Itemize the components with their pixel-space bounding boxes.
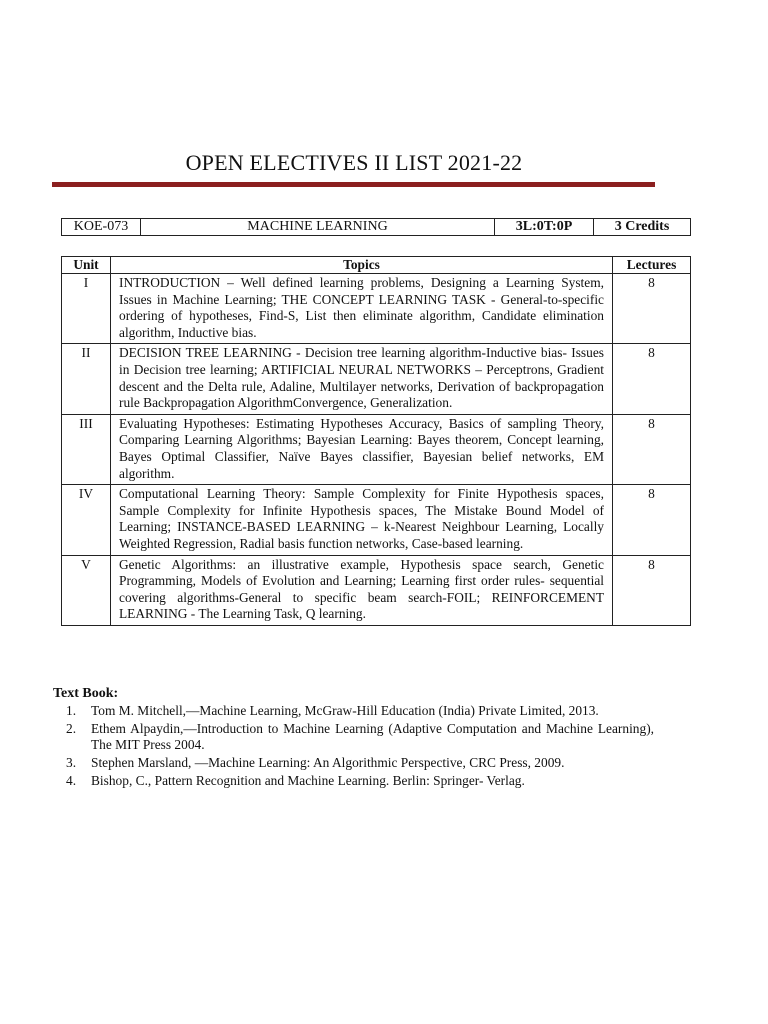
- course-code: KOE-073: [62, 219, 141, 236]
- course-info-table: [61, 218, 691, 236]
- list-item: [66, 773, 654, 789]
- list-item-text: Ethem Alpaydin,—Introduction to Machine Learning (Adaptive Computation and Machine Learning), The MIT Press 2004.: [91, 721, 654, 752]
- table-row: [62, 274, 691, 344]
- unit-number: I: [62, 274, 111, 344]
- unit-topics: Computational Learning Theory: Sample Complexity for Finite Hypothesis spaces, Sample Complexity for Infinite Hypothesis spaces, The Mistake Bound Model of Learning; INSTANCE-BASED LEARNING – k-Nearest Neighbour Learning, Locally Weighted Regression, Radial basis function networks, Case-based learning.: [111, 485, 613, 555]
- unit-lectures: 8: [613, 344, 691, 414]
- course-credits: 3 Credits: [594, 219, 691, 236]
- list-item-text: Tom M. Mitchell,—Machine Learning, McGraw-Hill Education (India) Private Limited, 2013.: [91, 703, 599, 718]
- header-topics: Topics: [111, 257, 613, 274]
- unit-topics: DECISION TREE LEARNING - Decision tree learning algorithm-Inductive bias- Issues in Decision tree learning; ARTIFICIAL NEURAL NETWORKS – Perceptrons, Gradient descent and the Delta rule, Adaline, Multilayer networks, Derivation of backpropagation rule Backpropagation AlgorithmConvergence, Generalization.: [111, 344, 613, 414]
- header-lectures: Lectures: [613, 257, 691, 274]
- table-row: [62, 344, 691, 414]
- list-item-number: 1.: [66, 703, 77, 718]
- syllabus-header-row: [62, 257, 691, 274]
- list-item: [66, 755, 654, 771]
- textbook-list: [66, 703, 654, 791]
- unit-number: II: [62, 344, 111, 414]
- course-info-row: [62, 219, 691, 236]
- course-name: MACHINE LEARNING: [141, 219, 495, 236]
- title-underline: [52, 182, 655, 187]
- unit-number: IV: [62, 485, 111, 555]
- unit-lectures: 8: [613, 485, 691, 555]
- list-item-text: Bishop, C., Pattern Recognition and Machine Learning. Berlin: Springer- Verlag.: [91, 773, 525, 788]
- header-unit: Unit: [62, 257, 111, 274]
- list-item: [66, 703, 654, 719]
- unit-topics: Evaluating Hypotheses: Estimating Hypotheses Accuracy, Basics of sampling Theory, Comparing Learning Algorithms; Bayesian Learning: Bayes theorem, Concept learning, Bayes Optimal Classifier, Naïve Bayes classifier, Bayesian belief networks, EM algorithm.: [111, 414, 613, 484]
- unit-number: III: [62, 414, 111, 484]
- table-row: [62, 485, 691, 555]
- unit-lectures: 8: [613, 274, 691, 344]
- textbook-heading: Text Book:: [53, 686, 119, 701]
- list-item-number: 4.: [66, 773, 77, 788]
- unit-lectures: 8: [613, 555, 691, 625]
- table-row: [62, 555, 691, 625]
- syllabus-table: [61, 256, 691, 626]
- list-item: [66, 721, 654, 753]
- table-row: [62, 414, 691, 484]
- page-title: OPEN ELECTIVES II LIST 2021-22: [185, 150, 523, 175]
- list-item-text: Stephen Marsland, —Machine Learning: An Algorithmic Perspective, CRC Press, 2009.: [91, 755, 565, 770]
- course-ltp: 3L:0T:0P: [495, 219, 594, 236]
- unit-topics: INTRODUCTION – Well defined learning problems, Designing a Learning System, Issues in Machine Learning; THE CONCEPT LEARNING TASK - General-to-specific ordering of hypotheses, Find-S, List then eliminate algorithm, Candidate elimination algorithm, Inductive bias.: [111, 274, 613, 344]
- unit-number: V: [62, 555, 111, 625]
- list-item-number: 3.: [66, 755, 77, 770]
- unit-topics: Genetic Algorithms: an illustrative example, Hypothesis space search, Genetic Programming, Models of Evolution and Learning; Learning first order rules- sequential covering algorithms-General to specific beam search-FOIL; REINFORCEMENT LEARNING - The Learning Task, Q learning.: [111, 555, 613, 625]
- list-item-number: 2.: [66, 721, 77, 736]
- unit-lectures: 8: [613, 414, 691, 484]
